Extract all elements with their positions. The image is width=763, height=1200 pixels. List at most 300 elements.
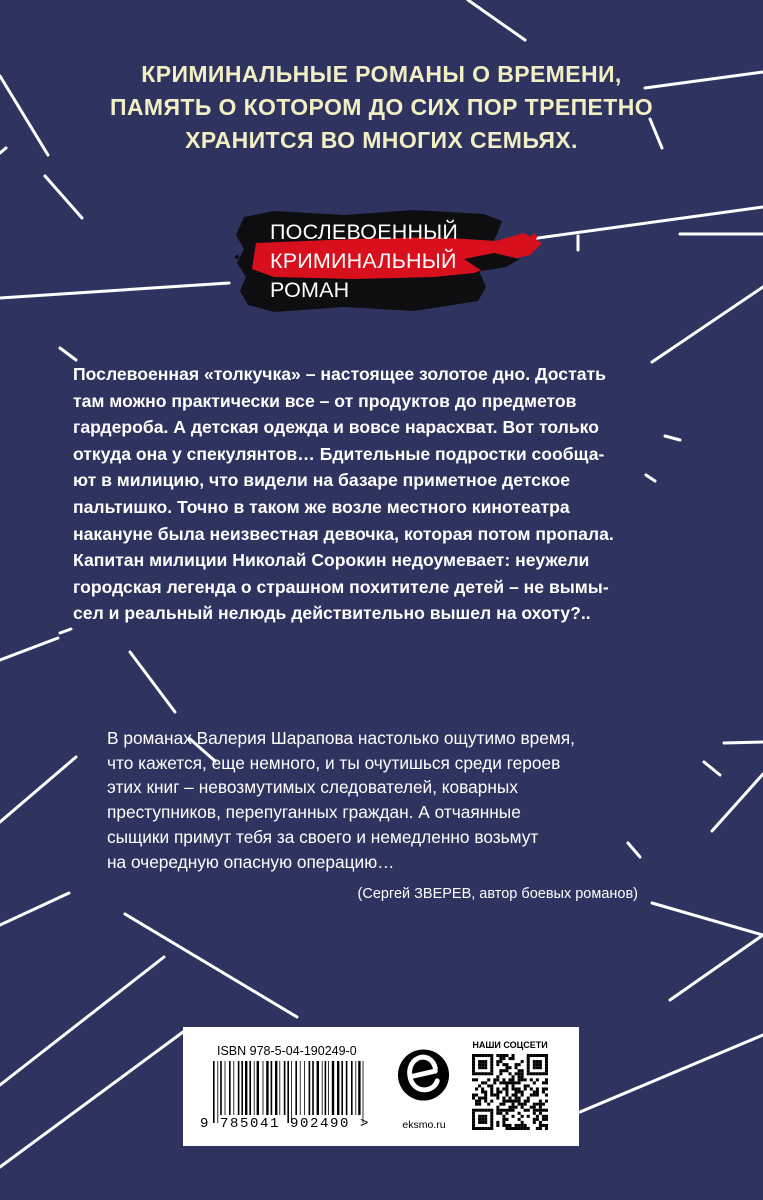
qr-module <box>478 1118 481 1121</box>
qr-module <box>493 1094 496 1097</box>
qr-module <box>524 1078 527 1081</box>
qr-module <box>481 1060 484 1063</box>
qr-module <box>487 1103 490 1106</box>
qr-module <box>527 1115 530 1118</box>
qr-module <box>539 1072 542 1075</box>
qr-module <box>512 1100 515 1103</box>
barcode-bar <box>295 1061 297 1115</box>
qr-module <box>490 1118 493 1121</box>
qr-module <box>472 1054 475 1057</box>
qr-module <box>499 1081 502 1084</box>
qr-module <box>533 1054 536 1057</box>
qr-module <box>484 1054 487 1057</box>
qr-module <box>545 1054 548 1057</box>
qr-module <box>512 1057 515 1060</box>
qr-module <box>539 1109 542 1112</box>
qr-module <box>533 1118 536 1121</box>
description-line: Капитан милиции Николай Сорокин недоумевает: неужели <box>73 550 590 571</box>
barcode-bar <box>284 1061 286 1115</box>
qr-module <box>536 1090 539 1093</box>
qr-module <box>505 1069 508 1072</box>
qr-module <box>478 1127 481 1130</box>
qr-module <box>478 1072 481 1075</box>
qr-module <box>502 1103 505 1106</box>
qr-module <box>518 1100 521 1103</box>
barcode-bar <box>291 1061 292 1123</box>
barcode-bar <box>355 1061 356 1115</box>
qr-module <box>518 1078 521 1081</box>
qr-module <box>527 1057 530 1060</box>
qr-module <box>505 1066 508 1069</box>
qr-module <box>496 1124 499 1127</box>
qr-module <box>527 1054 530 1057</box>
qr-module <box>539 1066 542 1069</box>
description-line: сел и реальный нелюдь действительно вышел на охоту?.. <box>73 603 591 624</box>
qr-module <box>524 1087 527 1090</box>
qr-module <box>536 1115 539 1118</box>
qr-module <box>475 1109 478 1112</box>
qr-module <box>515 1124 518 1127</box>
qr-module <box>484 1115 487 1118</box>
qr-module <box>515 1127 518 1130</box>
qr-module <box>496 1090 499 1093</box>
qr-module <box>521 1115 524 1118</box>
qr-module <box>524 1084 527 1087</box>
qr-module <box>496 1060 499 1063</box>
barcode-bar <box>351 1061 353 1115</box>
review-line: сыщики примут тебя за своего и немедленно возьмут <box>107 826 539 847</box>
qr-module <box>490 1072 493 1075</box>
qr-module <box>496 1075 499 1078</box>
qr-module <box>508 1109 511 1112</box>
qr-module <box>524 1109 527 1112</box>
barcode-bar <box>266 1061 268 1115</box>
qr-module <box>508 1072 511 1075</box>
qr-module <box>545 1087 548 1090</box>
qr-module <box>536 1054 539 1057</box>
tagline-line: ХРАНИТСЯ ВО МНОГИХ СЕМЬЯХ. <box>185 127 578 153</box>
barcode-bar <box>325 1061 327 1115</box>
qr-module <box>539 1106 542 1109</box>
qr-module <box>472 1121 475 1124</box>
series-badge-line: РОМАН <box>270 278 350 302</box>
qr-module <box>512 1075 515 1078</box>
qr-module <box>484 1090 487 1093</box>
qr-module <box>545 1118 548 1121</box>
qr-module <box>515 1087 518 1090</box>
qr-module <box>545 1063 548 1066</box>
qr-module <box>490 1084 493 1087</box>
qr-module <box>518 1124 521 1127</box>
publisher-site: eksmo.ru <box>402 1119 446 1131</box>
qr-module <box>527 1100 530 1103</box>
qr-module <box>481 1063 484 1066</box>
barcode-bar <box>300 1061 301 1115</box>
qr-module <box>472 1072 475 1075</box>
qr-module <box>527 1127 530 1130</box>
qr-module <box>521 1121 524 1124</box>
barcode-bar <box>317 1061 319 1115</box>
qr-module <box>475 1094 478 1097</box>
qr-module <box>542 1090 545 1093</box>
qr-module <box>505 1087 508 1090</box>
qr-module <box>499 1072 502 1075</box>
qr-module <box>508 1127 511 1130</box>
barcode-bar <box>312 1061 314 1115</box>
description-line: пальтишко. Точно в таком же возле местного кинотеатра <box>73 496 570 517</box>
qr-module <box>505 1084 508 1087</box>
qr-module <box>487 1109 490 1112</box>
qr-module <box>512 1109 515 1112</box>
review-line: на очередную опасную операцию… <box>107 851 395 872</box>
review-line: что кажется, еще немного, и ты очутишься среди героев <box>107 752 561 773</box>
barcode-bar <box>337 1061 339 1115</box>
qr-module <box>484 1072 487 1075</box>
qr-module <box>505 1118 508 1121</box>
qr-module <box>475 1078 478 1081</box>
qr-module <box>487 1084 490 1087</box>
qr-module <box>545 1081 548 1084</box>
qr-module <box>505 1124 508 1127</box>
qr-module <box>518 1118 521 1121</box>
qr-module <box>527 1097 530 1100</box>
qr-module <box>515 1094 518 1097</box>
qr-module <box>527 1072 530 1075</box>
qr-module <box>536 1087 539 1090</box>
qr-module <box>545 1109 548 1112</box>
qr-module <box>515 1066 518 1069</box>
description-line: Послевоенная «толкучка» – настоящее золотое дно. Достать <box>73 364 606 384</box>
description-line: откуда она у спекулянтов… Бдительные подростки сообща- <box>73 443 605 464</box>
qr-module <box>545 1124 548 1127</box>
review-quote <box>107 726 667 874</box>
review-author: (Сергей ЗВЕРЕВ, автор боевых романов) <box>357 886 638 902</box>
qr-module <box>512 1054 515 1057</box>
qr-module <box>496 1094 499 1097</box>
qr-module <box>505 1081 508 1084</box>
barcode-bar <box>245 1061 247 1115</box>
barcode-bar <box>238 1061 240 1115</box>
qr-module <box>490 1094 493 1097</box>
qr-module <box>545 1115 548 1118</box>
series-badge-line: ПОСЛЕВОЕННЫЙ <box>270 220 459 244</box>
qr-module <box>502 1081 505 1084</box>
barcode-bar <box>271 1061 273 1115</box>
tagline-line: КРИМИНАЛЬНЫЕ РОМАНЫ О ВРЕМЕНИ, <box>141 61 622 87</box>
qr-module <box>518 1069 521 1072</box>
qr-module <box>478 1054 481 1057</box>
qr-module <box>472 1118 475 1121</box>
qr-module <box>524 1103 527 1106</box>
qr-module <box>539 1060 542 1063</box>
qr-module <box>490 1057 493 1060</box>
qr-module <box>515 1106 518 1109</box>
qr-module <box>530 1106 533 1109</box>
qr-module <box>481 1081 484 1084</box>
qr-module <box>524 1124 527 1127</box>
qr-module <box>542 1087 545 1090</box>
qr-module <box>487 1127 490 1130</box>
qr-module <box>545 1066 548 1069</box>
qr-module <box>478 1100 481 1103</box>
qr-module <box>518 1127 521 1130</box>
qr-module <box>508 1100 511 1103</box>
qr-module <box>515 1097 518 1100</box>
tagline-line: ПАМЯТЬ О КОТОРОМ ДО СИХ ПОР ТРЕПЕТНО <box>109 94 654 120</box>
qr-module <box>505 1100 508 1103</box>
qr-module <box>478 1066 481 1069</box>
qr-module <box>512 1094 515 1097</box>
qr-module <box>502 1087 505 1090</box>
qr-module <box>545 1100 548 1103</box>
qr-module <box>505 1063 508 1066</box>
barcode-bar <box>275 1061 277 1115</box>
qr-module <box>518 1097 521 1100</box>
qr-module <box>484 1060 487 1063</box>
qr-module <box>490 1109 493 1112</box>
qr-module <box>512 1115 515 1118</box>
qr-module <box>533 1094 536 1097</box>
description-line: там можно практически все – от продуктов до предметов <box>73 390 577 411</box>
qr-module <box>518 1072 521 1075</box>
qr-module <box>533 1106 536 1109</box>
barcode-bar <box>220 1061 222 1115</box>
description-line: городская легенда о страшном похитителе детей – не вымы- <box>73 576 609 597</box>
qr-module <box>527 1084 530 1087</box>
qr-module <box>478 1084 481 1087</box>
qr-module <box>542 1072 545 1075</box>
qr-module <box>518 1087 521 1090</box>
qr-module <box>478 1060 481 1063</box>
barcode-bar <box>304 1061 305 1115</box>
qr-module <box>530 1072 533 1075</box>
qr-module <box>518 1081 521 1084</box>
barcode-bar <box>217 1061 218 1123</box>
isbn: ISBN 978-5-04-190249-0 <box>217 1044 357 1058</box>
qr-module <box>496 1112 499 1115</box>
barcode-bar <box>346 1061 348 1115</box>
qr-module <box>521 1090 524 1093</box>
qr-module <box>521 1075 524 1078</box>
qr-module <box>512 1103 515 1106</box>
qr-module <box>487 1072 490 1075</box>
qr-module <box>490 1124 493 1127</box>
qr-module <box>499 1060 502 1063</box>
qr-module <box>481 1109 484 1112</box>
qr-module <box>521 1103 524 1106</box>
barcode-bar <box>241 1061 243 1115</box>
qr-module <box>499 1090 502 1093</box>
qr-module <box>502 1069 505 1072</box>
qr-module <box>475 1127 478 1130</box>
qr-module <box>481 1072 484 1075</box>
qr-module <box>539 1121 542 1124</box>
qr-module <box>481 1066 484 1069</box>
qr-module <box>487 1078 490 1081</box>
qr-module <box>472 1057 475 1060</box>
qr-module <box>508 1066 511 1069</box>
qr-module <box>481 1087 484 1090</box>
qr-module <box>536 1060 539 1063</box>
qr-module <box>505 1109 508 1112</box>
qr-module <box>496 1121 499 1124</box>
qr-module <box>472 1112 475 1115</box>
qr-module <box>542 1081 545 1084</box>
qr-module <box>496 1078 499 1081</box>
qr-module <box>527 1109 530 1112</box>
qr-module <box>515 1100 518 1103</box>
qr-module <box>518 1090 521 1093</box>
qr-module <box>475 1100 478 1103</box>
qr-module <box>496 1097 499 1100</box>
qr-module <box>505 1090 508 1093</box>
qr-module <box>527 1060 530 1063</box>
qr-module <box>545 1069 548 1072</box>
qr-module <box>484 1109 487 1112</box>
qr-module <box>484 1063 487 1066</box>
qr-module <box>499 1054 502 1057</box>
qr-module <box>527 1069 530 1072</box>
qr-module <box>533 1109 536 1112</box>
qr-module <box>524 1100 527 1103</box>
qr-module <box>533 1103 536 1106</box>
qr-module <box>472 1127 475 1130</box>
qr-module <box>499 1069 502 1072</box>
qr-module <box>536 1094 539 1097</box>
qr-module <box>527 1063 530 1066</box>
barcode-bar <box>225 1061 226 1115</box>
qr-module <box>502 1121 505 1124</box>
qr-module <box>502 1115 505 1118</box>
qr-module <box>472 1069 475 1072</box>
qr-module <box>484 1066 487 1069</box>
qr-module <box>527 1066 530 1069</box>
qr-module <box>499 1109 502 1112</box>
qr-module <box>478 1103 481 1106</box>
qr-module <box>502 1124 505 1127</box>
qr-module <box>545 1060 548 1063</box>
description-line: ют в милицию, что видели на базаре приметное детское <box>73 470 571 491</box>
qr-module <box>539 1124 542 1127</box>
qr-module <box>515 1072 518 1075</box>
qr-module <box>530 1087 533 1090</box>
qr-module <box>536 1109 539 1112</box>
qr-module <box>539 1112 542 1115</box>
qr-module <box>545 1072 548 1075</box>
qr-module <box>490 1121 493 1124</box>
qr-module <box>484 1100 487 1103</box>
qr-module <box>530 1094 533 1097</box>
qr-module <box>512 1081 515 1084</box>
qr-module <box>490 1063 493 1066</box>
qr-module <box>478 1109 481 1112</box>
qr-code <box>472 1054 548 1130</box>
qr-module <box>524 1127 527 1130</box>
qr-module <box>490 1087 493 1090</box>
qr-module <box>542 1054 545 1057</box>
qr-module <box>539 1054 542 1057</box>
qr-module <box>533 1090 536 1093</box>
qr-module <box>521 1124 524 1127</box>
qr-module <box>484 1127 487 1130</box>
qr-module <box>521 1072 524 1075</box>
qr-module <box>472 1097 475 1100</box>
qr-module <box>484 1121 487 1124</box>
qr-module <box>481 1118 484 1121</box>
qr-module <box>490 1060 493 1063</box>
qr-module <box>505 1112 508 1115</box>
qr-module <box>502 1109 505 1112</box>
barcode-bar <box>279 1061 280 1115</box>
qr-module <box>539 1100 542 1103</box>
qr-module <box>496 1063 499 1066</box>
review-line: этих книг – невозмутимых следователей, коварных <box>107 777 518 798</box>
qr-module <box>490 1066 493 1069</box>
barcode-bar <box>249 1061 251 1115</box>
qr-module <box>536 1127 539 1130</box>
qr-module <box>536 1066 539 1069</box>
publisher-logo-icon <box>396 1045 451 1105</box>
qr-module <box>508 1124 511 1127</box>
qr-module <box>542 1124 545 1127</box>
qr-module <box>505 1094 508 1097</box>
qr-module <box>484 1118 487 1121</box>
review-line: преступников, перепуганных граждан. А отчаянные <box>107 802 521 823</box>
qr-module <box>481 1090 484 1093</box>
qr-module <box>508 1097 511 1100</box>
qr-module <box>545 1078 548 1081</box>
qr-module <box>530 1078 533 1081</box>
qr-module <box>490 1112 493 1115</box>
qr-module <box>521 1127 524 1130</box>
qr-module <box>502 1118 505 1121</box>
qr-module <box>515 1063 518 1066</box>
qr-module <box>542 1118 545 1121</box>
barcode-bar <box>254 1061 255 1115</box>
qr-module <box>521 1078 524 1081</box>
qr-module <box>496 1106 499 1109</box>
qr-module <box>508 1081 511 1084</box>
qr-module <box>481 1127 484 1130</box>
qr-module <box>539 1127 542 1130</box>
review-line: В романах Валерия Шарапова настолько ощутимо время, <box>107 728 575 748</box>
qr-module <box>536 1078 539 1081</box>
qr-module <box>487 1054 490 1057</box>
qr-module <box>472 1060 475 1063</box>
qr-module <box>539 1063 542 1066</box>
qr-module <box>472 1063 475 1066</box>
qr-module <box>530 1054 533 1057</box>
qr-module <box>478 1063 481 1066</box>
qr-module <box>521 1094 524 1097</box>
qr-module <box>533 1072 536 1075</box>
qr-module <box>499 1112 502 1115</box>
qr-module <box>518 1075 521 1078</box>
qr-module <box>502 1100 505 1103</box>
tagline <box>0 58 763 157</box>
book-description <box>73 361 693 627</box>
qr-module <box>536 1072 539 1075</box>
barcode-digits: 9 785041 902490 > <box>200 1116 371 1132</box>
qr-module <box>472 1078 475 1081</box>
qr-module <box>536 1063 539 1066</box>
barcode-bar <box>229 1061 231 1115</box>
qr-module <box>536 1103 539 1106</box>
qr-module <box>512 1084 515 1087</box>
qr-module <box>542 1109 545 1112</box>
qr-module <box>508 1106 511 1109</box>
qr-module <box>490 1090 493 1093</box>
